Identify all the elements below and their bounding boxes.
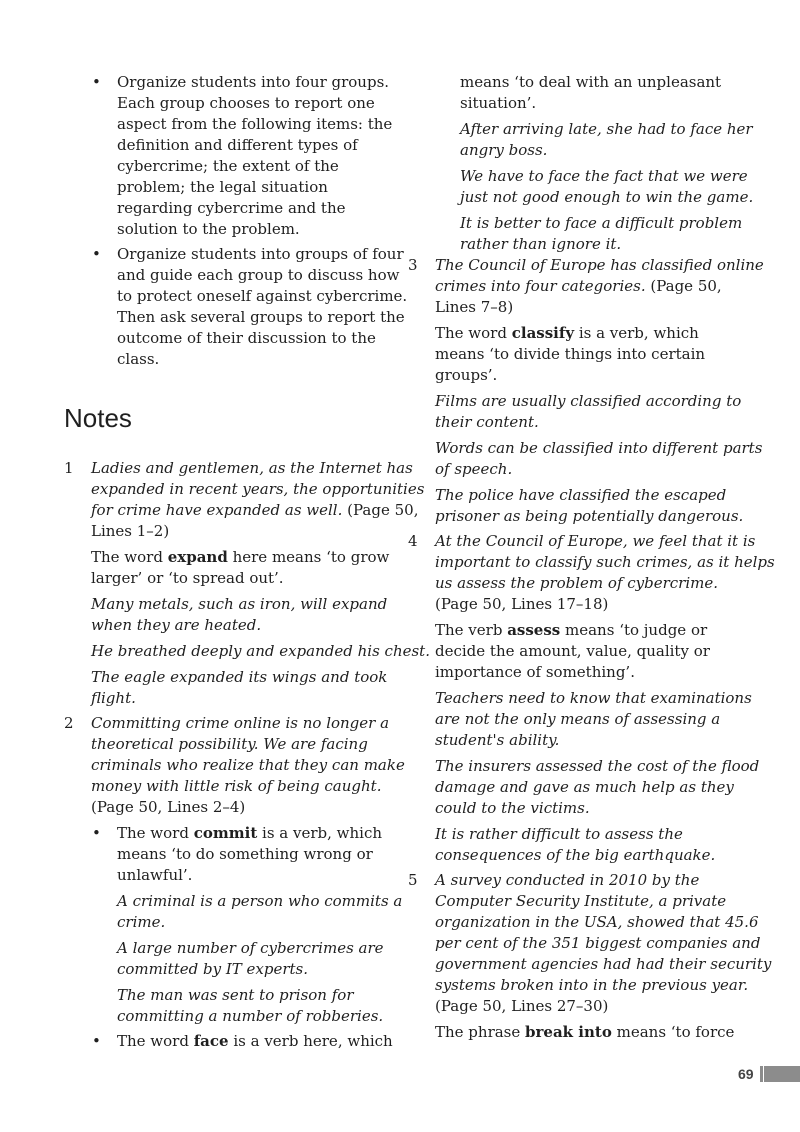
quote-line: government agencies had had their security [435,955,772,973]
note-item-1: 1 Ladies and gentlemen, as the Internet has expanded in recent years, the opportunities for crime have expanded as well. (Page 50, Lines 1–2) The word expand here means ‘to grow larger’ or ‘to spread out’. Many metals, such as iron, will expand when they are heated. He breathed deeply and expanded his chest. The eagle expanded its wings and took flight. [64,459,430,707]
page-tab-bar [764,1066,800,1082]
note-item-3: 3 The Council of Europe has classified online crimes into four categories. (Page 50, Lines 7–8) The word classify is a verb, which means ‘to divide things into certain groups’. Films are usually classified according to their content. Words can be classified into different parts of speech. The police have classified the escaped prisoner as being potentially dangerous. [408,256,764,525]
example-line: consequences of the big earthquake. [435,846,716,864]
quote-line: organization in the USA, showed that 45.6 [435,913,759,931]
bullet-icon: • [92,1032,101,1050]
quote-line: per cent of the 351 biggest companies and [435,934,761,952]
key-word: commit [193,824,258,842]
example-line: are not the only means of assessing a [435,710,721,728]
example-line: The insurers assessed the cost of the flood [435,757,760,775]
text-line: and guide each group to discuss how [117,266,400,284]
example-line: The man was sent to prison for [117,986,354,1004]
text-line: solution to the problem. [117,220,300,238]
example-line: when they are heated. [91,616,262,634]
bullet-icon: • [92,245,101,263]
text-line: regarding cybercrime and the [117,199,346,217]
note-bullet: • The word face is a verb here, which [92,1032,393,1050]
note-item-2 [64,713,405,818]
quote-line: expanded in recent years, the opportunities [91,480,425,498]
quote-line: for crime have expanded as well. [91,501,343,519]
text-line: cybercrime; the extent of the [117,157,339,175]
quote-line: us assess the problem of cybercrime. [435,574,719,592]
example-line: It is rather difficult to assess the [435,825,683,843]
example-line: committing a number of robberies. [117,1007,384,1025]
teaching-bullet [64,72,393,240]
page-reference: (Page 50, [645,277,722,295]
text-line: definition and different types of [117,136,358,154]
quote-line: Computer Security Institute, a private [435,892,727,910]
definition-line: groups’. [435,366,498,384]
note-number: 2 [64,714,74,732]
page-reference: (Page 50, [342,501,419,519]
key-word: classify [511,324,575,342]
example-line: their content. [435,413,539,431]
example-line: The police have classified the escaped [435,486,727,504]
example-line: angry boss. [460,141,548,159]
page-number: 69 [738,1066,754,1082]
quote-line: important to classify such crimes, as it helps [435,553,775,571]
example-line: flight. [91,689,136,707]
left-column [64,72,430,1052]
teaching-bullet [64,244,408,370]
example-line: After arriving late, she had to face her [460,120,753,138]
key-word: expand [167,548,228,566]
quote-line: crimes into four categories. [435,277,646,295]
note-number: 4 [408,532,418,550]
example-line: Words can be classified into different parts [435,439,763,457]
example-line: rather than ignore it. [460,235,622,253]
key-word: face [193,1032,229,1050]
example-line: could to the victims. [435,799,590,817]
page-reference: (Page 50, Lines 2–4) [91,798,246,816]
definition-line: means ‘to do something wrong or [117,845,373,863]
page-reference: Lines 1–2) [91,522,170,540]
definition-line: means ‘to divide things into certain [435,345,706,363]
quote-line: systems broken into in the previous year. [435,976,749,994]
text-line: Organize students into four groups. [117,73,390,91]
text-line: outcome of their discussion to the [117,329,376,347]
example-line: A large number of cybercrimes are [117,939,384,957]
example-line: student's ability. [435,731,560,749]
quote-line: Committing crime online is no longer a [91,714,390,732]
note-bullet: • The word commit is a verb, which means ‘to do something wrong or unlawful’. A criminal is a person who commits a crime. A large number of cybercrimes are committed by IT experts. The man was sent to prison for committing a number of robberies. [92,824,403,1025]
note-number: 1 [64,459,74,477]
example-line: prisoner as being potentially dangerous. [435,507,744,525]
example-line: Films are usually classified according to [435,392,742,410]
text-line: class. [117,350,160,368]
note-item-5: 5 A survey conducted in 2010 by the Computer Security Institute, a private organization in the USA, showed that 45.6 per cent of the 351 biggest companies and government agencies had had their security systems broken into in the previous year. (Page 50, Lines 27–30) The phrase break into means ‘to force [408,871,772,1041]
example-line: crime. [117,913,166,931]
bullet-icon: • [92,73,101,91]
note-item-4: 4 At the Council of Europe, we feel that it is important to classify such crimes, as it helps us assess the problem of cybercrime. (Page 50, Lines 17–18) The verb assess means ‘to judge or decide the amount, value, quality or importance of something’. Teachers need to know that examinations are not the only means of assessing a student's ability. The insurers assessed the cost of the flood damage and gave as much help as they could to the victims. It is rather difficult to assess the consequences of the big earthquake. [408,532,775,864]
definition-line: larger’ or ‘to spread out’. [91,569,284,587]
example-line: just not good enough to win the game. [460,188,754,206]
definition-line: means ‘to deal with an unpleasant [460,73,722,91]
quote-line: The Council of Europe has classified online [435,256,764,274]
key-word: assess [507,621,561,639]
example-line: He breathed deeply and expanded his chest. [91,642,430,660]
example-line: damage and gave as much help as they [435,778,734,796]
text-line: to protect oneself against cybercrime. [117,287,408,305]
quote-line: At the Council of Europe, we feel that it is [435,532,756,550]
quote-line: money with little risk of being caught. [91,777,382,795]
example-line: Many metals, such as iron, will expand [91,595,388,613]
notes-heading: Notes [64,403,132,433]
page-reference: Lines 7–8) [435,298,514,316]
bullet-icon: • [92,824,101,842]
text-line: problem; the legal situation [117,178,328,196]
quote-line: theoretical possibility. We are facing [91,735,368,753]
definition-line: unlawful’. [117,866,193,884]
example-line: Teachers need to know that examinations [435,689,752,707]
note-number: 5 [408,871,418,889]
example-line: We have to face the fact that we were [460,167,748,185]
definition-line: situation’. [460,94,537,112]
text-line: Organize students into groups of four [117,245,404,263]
definition-line: decide the amount, value, quality or [435,642,710,660]
key-word: break into [525,1023,612,1041]
definition-line: importance of something’. [435,663,635,681]
quote-line: Ladies and gentlemen, as the Internet has [91,459,413,477]
quote-line: criminals who realize that they can make [91,756,405,774]
text-line: Then ask several groups to report the [117,308,405,326]
quote-line: A survey conducted in 2010 by the [435,871,700,889]
text-line: Each group chooses to report one [117,94,375,112]
example-line: committed by IT experts. [117,960,309,978]
page-reference: (Page 50, Lines 27–30) [435,997,609,1015]
page-tab-marker [760,1066,763,1082]
note-number: 3 [408,256,418,274]
example-line: It is better to face a difficult problem [460,214,743,232]
example-line: A criminal is a person who commits a [117,892,403,910]
page-reference: (Page 50, Lines 17–18) [435,595,609,613]
text-line: aspect from the following items: the [117,115,393,133]
right-column [408,72,775,1043]
example-line: The eagle expanded its wings and took [91,668,388,686]
example-line: of speech. [435,460,513,478]
